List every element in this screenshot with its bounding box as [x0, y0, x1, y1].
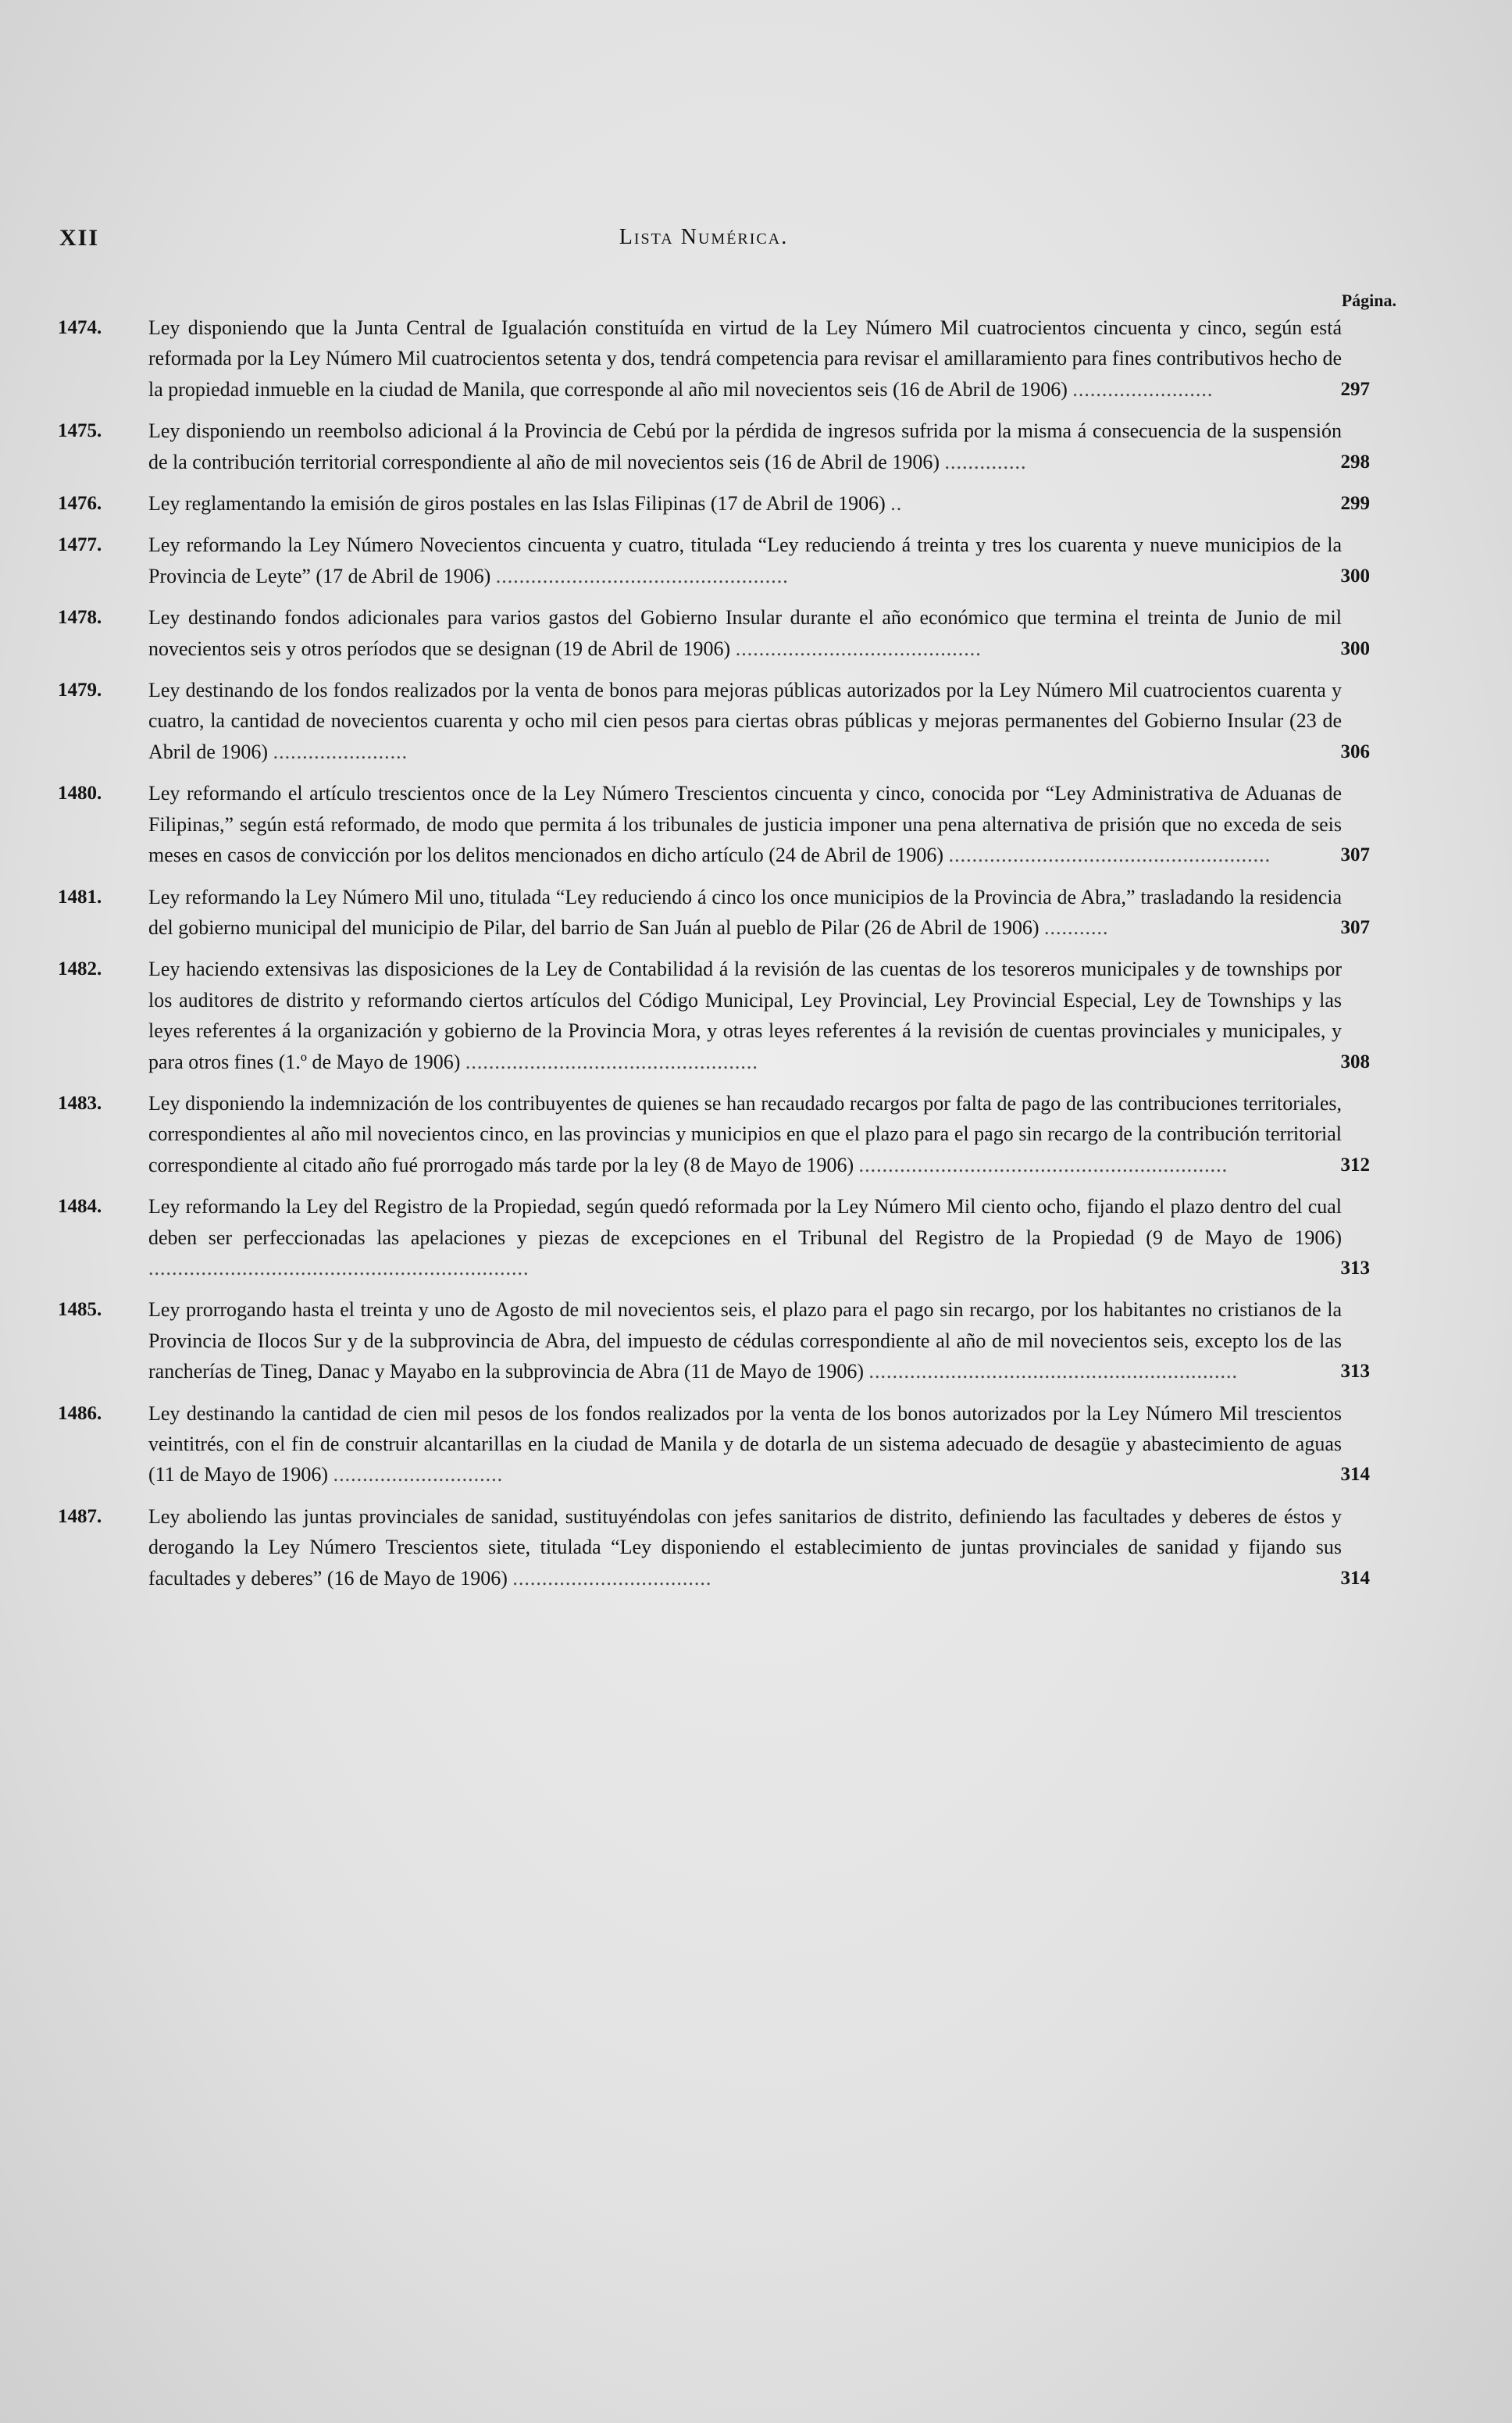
entry-number: 1481. — [58, 886, 102, 908]
entry-page-number: 300 — [1340, 565, 1370, 587]
entry-number: 1487. — [58, 1505, 102, 1527]
list-item — [58, 530, 1370, 591]
entry-number: 1483. — [58, 1092, 102, 1114]
entry-number: 1476. — [58, 493, 102, 515]
page-column-label: Página. — [1341, 291, 1396, 310]
entry-page-number: 299 — [1340, 493, 1370, 515]
dot-leader: ....................................................... — [948, 844, 1271, 867]
list-item — [58, 882, 1370, 944]
dot-leader: ............................................................... — [858, 1153, 1228, 1176]
list-item — [58, 602, 1370, 664]
entry-text: Ley disponiendo la indemnización de los contribuyentes de quienes se han recaudado recargos por falta de pago de las contribuciones territoriales, correspondientes al año mil novecientos cinco, en las provincias y municipios en que el plazo para el pago sin recargo de la contribución territorial correspondiente al citado año fué prorrogado más tarde por la ley (8 de Mayo de 1906) ............................................................... — [148, 1091, 1342, 1176]
list-item — [58, 1398, 1370, 1490]
list-item — [58, 675, 1370, 767]
entry-text: Ley disponiendo un reembolso adicional á la Provincia de Cebú por la pérdida de ingresos sufrida por la misma á consecuencia de la suspensión de la contribución territorial correspondiente al año de mil novecientos seis (16 de Abril de 1906) .............. — [148, 419, 1342, 473]
entry-number: 1475. — [58, 420, 102, 442]
dot-leader: .......................................... — [735, 637, 982, 660]
dot-leader: .. — [890, 492, 903, 516]
entry-text: Ley reformando la Ley Número Novecientos cincuenta y cuatro, titulada “Ley reduciendo á treinta y tres los cuarenta y nueve municipios de la Provincia de Leyte” (17 de Abril de 1906) .................................................. — [148, 533, 1342, 587]
entry-page-number: 300 — [1340, 637, 1370, 659]
list-item — [58, 778, 1370, 870]
dot-leader: ................................................................. — [148, 1256, 530, 1279]
entry-number: 1478. — [58, 607, 102, 629]
list-item — [58, 312, 1370, 405]
entry-text: Ley disponiendo que la Junta Central de Igualación constituída en virtud de la Ley Número Mil cuatrocientos cincuenta y cinco, según está reformada por la Ley Número Mil cuatrocientos setenta y dos, tendrá competencia para revisar el amillaramiento para fines contributivos hecho de la propiedad inmueble en la ciudad de Manila, que corresponde al año mil novecientos seis (16 de Abril de 1906) ........................ — [148, 316, 1342, 401]
entry-number: 1477. — [58, 534, 102, 556]
list-item — [58, 1294, 1370, 1386]
entry-text: Ley destinando fondos adicionales para varios gastos del Gobierno Insular durante el año económico que termina el treinta de Junio de mil novecientos seis y otros períodos que se designan (19 de Abril de 1906) .......................................... — [148, 606, 1342, 660]
running-title: Lista Numérica. — [619, 225, 789, 249]
entry-text: Ley haciendo extensivas las disposiciones de la Ley de Contabilidad á la revisión de las cuentas de los tesoreros municipales y de townships por los auditores de distrito y reformando ciertos artículos del Código Municipal, Ley Provincial, Ley Provincial Especial, Ley de Townships y las leyes referentes á la organización y gobierno de la Provincia Mora, y otras leyes referentes á la revisión de cuentas provinciales y municipales, y para otros fines (1.º de Mayo de 1906) .................................................. — [148, 958, 1342, 1073]
entry-text: Ley reformando el artículo trescientos once de la Ley Número Trescientos cincuenta y cinco, conocida por “Ley Administrativa de Aduanas de Filipinas,” según está reformado, de modo que permita á los tribunales de justicia imponer una pena alternativa de prisión que no exceda de seis meses en casos de convicción por los delitos mencionados en dicho artículo (24 de Abril de 1906) ....................................................... — [148, 782, 1342, 867]
dot-leader: ........... — [1044, 915, 1109, 939]
entry-text: Ley prorrogando hasta el treinta y uno de Agosto de mil novecientos seis, el plazo para el pago sin recargo, por los habitantes no cristianos de la Provincia de Ilocos Sur y de la subprovincia de Abra, del impuesto de cédulas correspondiente al año de mil novecientos seis, excepto los de las rancherías de Tineg, Danac y Mayabo en la subprovincia de Abra (11 de Mayo de 1906) ............................................................... — [148, 1298, 1342, 1383]
entry-page-number: 308 — [1340, 1051, 1370, 1072]
entry-text: Ley reformando la Ley Número Mil uno, titulada “Ley reduciendo á cinco los once municipios de la Provincia de Abra,” trasladando la residencia del gobierno municipal del municipio de Pilar, del barrio de San Juán al pueblo de Pilar (26 de Abril de 1906) ........... — [148, 885, 1342, 939]
dot-leader: ............................................................... — [868, 1360, 1238, 1383]
dot-leader: .................................................. — [465, 1050, 758, 1073]
entry-page-number: 312 — [1340, 1154, 1370, 1176]
entry-page-number: 314 — [1340, 1567, 1370, 1589]
dot-leader: .................................................. — [495, 564, 789, 587]
list-item — [58, 954, 1370, 1077]
entry-number: 1474. — [58, 317, 102, 338]
entry-page-number: 314 — [1340, 1464, 1370, 1486]
entry-text: Ley destinando la cantidad de cien mil pesos de los fondos realizados por la venta de los bonos autorizados por la Ley Número Mil trescientos veintitrés, con el fin de construir alcantarillas en la ciudad de Manila y de dotarla de un sistema adecuado de desagüe y abastecimiento de aguas (11 de Mayo de 1906) ............................. — [148, 1401, 1342, 1486]
entry-page-number: 307 — [1340, 844, 1370, 866]
entry-page-number: 298 — [1340, 451, 1370, 473]
dot-leader: .............. — [944, 450, 1027, 473]
entry-text: Ley reformando la Ley del Registro de la Propiedad, según quedó reformada por la Ley Número Mil ciento ocho, fijando el plazo dentro del cual deben ser perfeccionadas las apelaciones y piezas de excepciones en el Tribunal del Registro de la Propiedad (9 de Mayo de 1906) ................................................................. — [148, 1195, 1342, 1279]
entry-number: 1484. — [58, 1196, 102, 1218]
entry-text: Ley aboliendo las juntas provinciales de sanidad, sustituyéndolas con jefes sanitarios de distrito, definiendo las facultades y deberes de éstos y derogando la Ley Número Trescientos siete, titulada “Ley disponiendo el establecimiento de juntas provinciales de sanidad y fijando sus facultades y deberes” (16 de Mayo de 1906) .................................. — [148, 1504, 1342, 1590]
list-item — [58, 488, 1370, 519]
page-header — [59, 225, 1348, 256]
dot-leader: .................................. — [512, 1566, 712, 1590]
page-folio: XII — [59, 225, 100, 251]
entry-text: Ley destinando de los fondos realizados por la venta de bonos para mejoras públicas autorizados por la Ley Número Mil cuatrocientos cuarenta y cuatro, la cantidad de novecientos cuarenta y ocho mil cien pesos para ciertas obras públicas y mejoras permanentes del Gobierno Insular (23 de Abril de 1906) ....................... — [148, 679, 1342, 763]
entry-page-number: 307 — [1340, 916, 1370, 938]
entry-page-number: 297 — [1340, 378, 1370, 400]
entry-list — [58, 312, 1370, 1604]
entry-number: 1479. — [58, 680, 102, 701]
dot-leader: ....................... — [273, 740, 408, 763]
entry-number: 1485. — [58, 1299, 102, 1321]
list-item — [58, 416, 1370, 477]
entry-number: 1486. — [58, 1402, 102, 1424]
dot-leader: ............................. — [333, 1463, 504, 1486]
list-item — [58, 1501, 1370, 1593]
entry-number: 1482. — [58, 958, 102, 980]
entry-page-number: 313 — [1340, 1361, 1370, 1383]
entry-page-number: 313 — [1340, 1257, 1370, 1279]
list-item — [58, 1191, 1370, 1283]
entry-number: 1480. — [58, 783, 102, 805]
list-item — [58, 1088, 1370, 1180]
dot-leader: ........................ — [1072, 377, 1214, 401]
entry-text: Ley reglamentando la emisión de giros postales en las Islas Filipinas (17 de Abril de 1906) .. — [148, 492, 903, 516]
entry-page-number: 306 — [1340, 740, 1370, 762]
